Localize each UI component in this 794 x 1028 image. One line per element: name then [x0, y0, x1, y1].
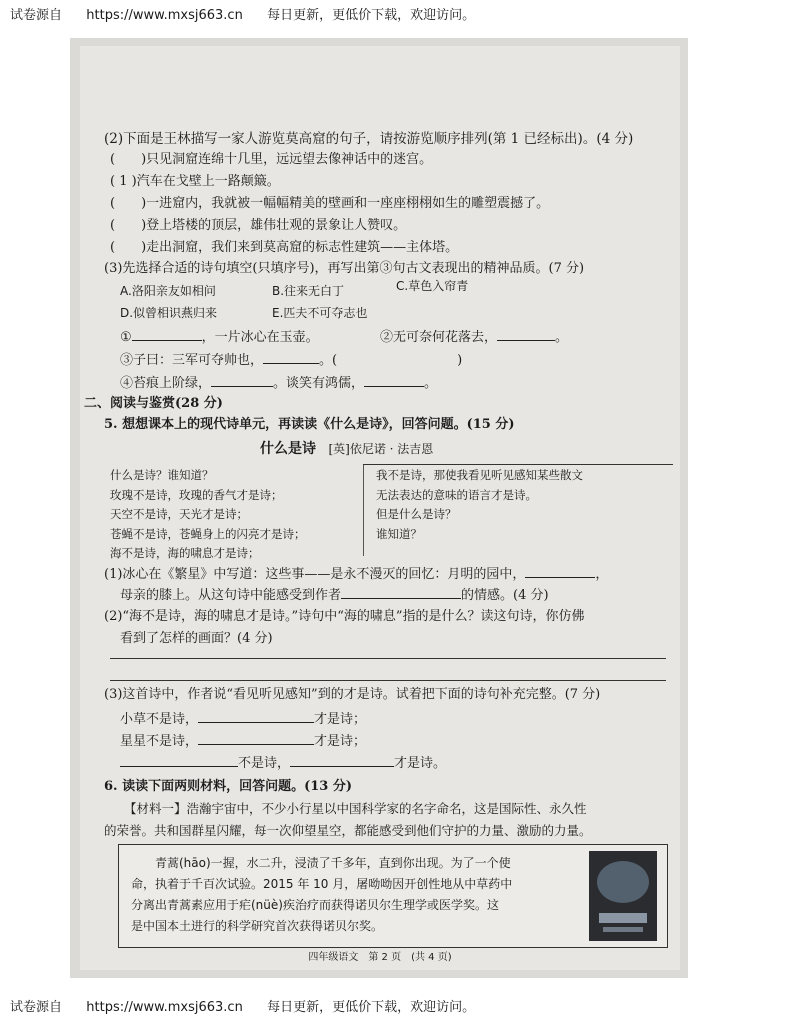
answer-blank[interactable]: [211, 374, 273, 387]
answer-blank[interactable]: [364, 374, 424, 387]
option-e: E.匹夫不可夺志也: [272, 306, 368, 320]
box-line: 是中国本土进行的科学研究首次获得诺贝尔奖。: [131, 919, 384, 933]
fill-line-1: 小草不是诗， 才是诗；: [120, 712, 367, 727]
q5-sub3: (3)这首诗中，作者说“看见听见感知”到的才是诗。试着把下面的诗句补充完整。(7 分): [104, 687, 601, 702]
poem-line: 海不是诗，海的啸息才是诗；: [110, 546, 260, 560]
poem-line: 什么是诗？谁知道？: [110, 468, 214, 482]
q5-sub1-line1: (1)冰心在《繁星》中写道：这些事——是永不漫灭的回忆：月明的园中， ，: [104, 567, 609, 582]
q3-line-2: ②无可奈何花落去， 。: [380, 330, 569, 345]
material1-line2: 的荣誉。共和国群星闪耀，每一次仰望星空，都能感受到他们守护的力量、激励的力量。: [104, 823, 592, 838]
page-footer: 四年级语文 第 2 页 (共 4 页): [308, 952, 452, 963]
q3-prompt: (3)先选择合适的诗句填空(只填序号)，再写出第③句古文表现出的精神品质。(7 分): [104, 261, 585, 276]
source-url-link[interactable]: https://www.mxsj663.cn: [86, 8, 243, 23]
answer-blank[interactable]: [290, 754, 394, 767]
answer-blank[interactable]: [497, 328, 555, 341]
q2-item: ( 1 )汽车在戈壁上一路颠簸。: [110, 174, 280, 189]
option-c: C.草色入帘青: [396, 279, 469, 293]
material-box-text: [131, 853, 571, 937]
q5-prompt: 5. 想想课本上的现代诗单元，再读读《什么是诗》，回答问题。(15 分): [104, 417, 515, 432]
exam-page: [80, 46, 680, 970]
poem-right-column: [376, 466, 583, 544]
poem-line: 玫瑰不是诗，玫瑰的香气才是诗；: [110, 487, 283, 502]
poem-line: 我不是诗，那使我看见听见感知某些散文: [376, 468, 583, 482]
option-d: D.似曾相识燕归来: [120, 306, 218, 320]
poem-line: 谁知道？: [376, 526, 422, 541]
book-cover-image: [589, 851, 657, 941]
section-title: 二、阅读与鉴赏(28 分): [84, 396, 223, 411]
answer-blank[interactable]: [198, 710, 314, 723]
bottom-source-banner: [0, 994, 794, 1022]
source-url-link[interactable]: https://www.mxsj663.cn: [86, 1000, 243, 1015]
poem-line: 无法表达的意味的语言才是诗。: [376, 487, 537, 502]
option-b: B.往来无白丁: [272, 284, 345, 298]
fill-line-3: 不是诗， 才是诗。: [120, 754, 446, 773]
answer-blank[interactable]: [263, 351, 319, 364]
q3-line-3: ③子曰：三军可夺帅也， 。( ): [120, 353, 463, 368]
poem-left-column: [110, 466, 306, 564]
q5-sub2-line2: 看到了怎样的画面？(4 分): [120, 631, 273, 646]
fill-line-2: 星星不是诗， 才是诗；: [120, 734, 367, 749]
box-line: 青蒿(hāo)一握，水二升，浸渍了千多年，直到你出现。为了一个使: [155, 856, 511, 870]
source-label: 试卷源自: [10, 8, 63, 23]
answer-line[interactable]: [110, 658, 666, 659]
source-slogan: 每日更新，更低价下载，欢迎访问。: [267, 1000, 476, 1015]
poem-line: 苍蝇不是诗，苍蝇身上的闪亮才是诗；: [110, 526, 306, 541]
poem-divider: [363, 464, 364, 556]
poem-box-top: [363, 464, 673, 465]
exam-paper-photo: [70, 38, 688, 978]
answer-blank[interactable]: [525, 565, 595, 578]
q5-sub1-line2: 母亲的膝上。从这句诗中能感受到作者 的情感。(4 分): [120, 588, 549, 603]
box-line: 命，执着于千百次试验。2015 年 10 月，屠呦呦因开创性地从中草药中: [131, 877, 513, 891]
q6-prompt: 6. 读读下面两则材料，回答问题。(13 分): [104, 779, 353, 794]
q3-line-1: ① ，一片冰心在玉壶。: [120, 330, 319, 345]
answer-blank[interactable]: [341, 586, 461, 599]
answer-line[interactable]: [110, 680, 666, 681]
source-slogan: 每日更新，更低价下载，欢迎访问。: [267, 8, 476, 23]
q5-sub2-line1: (2)“海不是诗，海的啸息才是诗。”诗句中“海的啸息”指的是什么？读这句诗，你仿佛: [104, 609, 585, 624]
q2-prompt: (2)下面是王林描写一家人游览莫高窟的句子，请按游览顺序排列(第 1 已经标出)。(4 分): [104, 131, 634, 147]
q3-line-4: ④苔痕上阶绿， 。谈笑有鸿儒， 。: [120, 376, 438, 391]
source-label: 试卷源自: [10, 1000, 63, 1015]
poem-heading: 什么是诗 [英]依尼诺 · 法吉恩: [260, 441, 434, 457]
answer-blank[interactable]: [132, 328, 202, 341]
material1-line1: 【材料一】浩瀚宇宙中，不少小行星以中国科学家的名字命名，这是国际性、永久性: [124, 801, 587, 816]
answer-blank[interactable]: [120, 754, 238, 767]
material-box: [118, 844, 668, 948]
q2-item: ( )一进窟内，我就被一幅幅精美的壁画和一座座栩栩如生的雕塑震撼了。: [110, 196, 550, 211]
top-source-banner: [0, 2, 794, 30]
poem-line: 天空不是诗，天光才是诗；: [110, 507, 248, 521]
q2-item: ( )登上塔楼的顶层，雄伟壮观的景象让人赞叹。: [110, 218, 407, 233]
answer-blank[interactable]: [198, 732, 314, 745]
option-a: A.洛阳亲友如相问: [120, 284, 216, 298]
q2-item: ( )只见洞窟连绵十几里，远远望去像神话中的迷宫。: [110, 152, 433, 167]
q2-item: ( )走出洞窟，我们来到莫高窟的标志性建筑——主体塔。: [110, 240, 459, 255]
box-line: 分离出青蒿素应用于疟(nüè)疾治疗而获得诺贝尔生理学或医学奖。这: [131, 898, 499, 912]
poem-line: 但是什么是诗？: [376, 507, 457, 521]
